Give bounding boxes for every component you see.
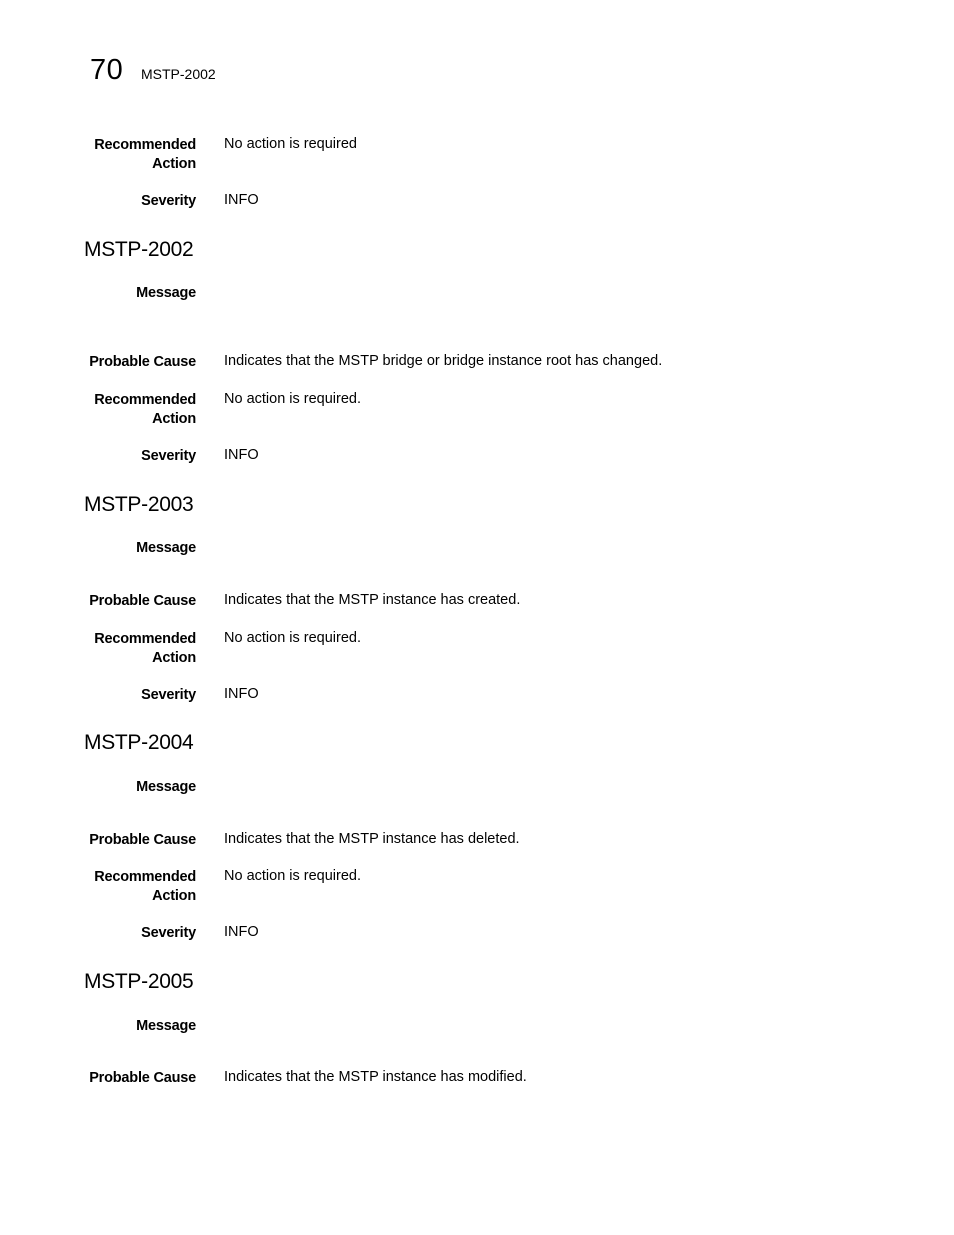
message-label: Message bbox=[136, 1018, 196, 1034]
probable-cause-value: Indicates that the MSTP instance has modified. bbox=[224, 1069, 527, 1085]
severity-value: INFO bbox=[224, 686, 259, 702]
message-label: Message bbox=[136, 540, 196, 556]
recommended-action-value: No action is required. bbox=[224, 630, 362, 646]
probable-cause-label: Probable Cause bbox=[89, 354, 196, 370]
message-label: Message bbox=[136, 285, 196, 301]
message-label: Message bbox=[136, 779, 196, 795]
recommended-action-value: No action is required. bbox=[224, 391, 362, 407]
recommended-action-value: No action is required. bbox=[224, 868, 362, 884]
section-title: MSTP-2005 bbox=[84, 970, 194, 993]
section-title: MSTP-2003 bbox=[84, 493, 194, 516]
recommended-action-label: Recommended Action bbox=[94, 631, 196, 666]
probable-cause-value: Indicates that the MSTP bridge or bridge instance root has changed. bbox=[224, 353, 663, 369]
probable-cause-value: Indicates that the MSTP instance has created. bbox=[224, 592, 521, 608]
severity-label: Severity bbox=[141, 687, 196, 703]
recommended-action-label: Recommended Action bbox=[94, 392, 196, 427]
severity-value: INFO bbox=[224, 447, 259, 463]
running-header-title: MSTP-2002 bbox=[141, 66, 216, 82]
probable-cause-label: Probable Cause bbox=[89, 832, 196, 848]
severity-label: Severity bbox=[141, 448, 196, 464]
section-title: MSTP-2004 bbox=[84, 731, 194, 754]
recommended-action-value: No action is required bbox=[224, 136, 357, 152]
probable-cause-value: Indicates that the MSTP instance has deleted. bbox=[224, 831, 520, 847]
severity-label: Severity bbox=[141, 193, 196, 209]
probable-cause-label: Probable Cause bbox=[89, 1070, 196, 1086]
probable-cause-label: Probable Cause bbox=[89, 593, 196, 609]
severity-value: INFO bbox=[224, 192, 259, 208]
section-title: MSTP-2002 bbox=[84, 238, 194, 261]
recommended-action-label: Recommended Action bbox=[94, 137, 196, 172]
severity-value: INFO bbox=[224, 924, 259, 940]
severity-label: Severity bbox=[141, 925, 196, 941]
chapter-number: 70 bbox=[90, 54, 124, 86]
recommended-action-label: Recommended Action bbox=[94, 869, 196, 904]
